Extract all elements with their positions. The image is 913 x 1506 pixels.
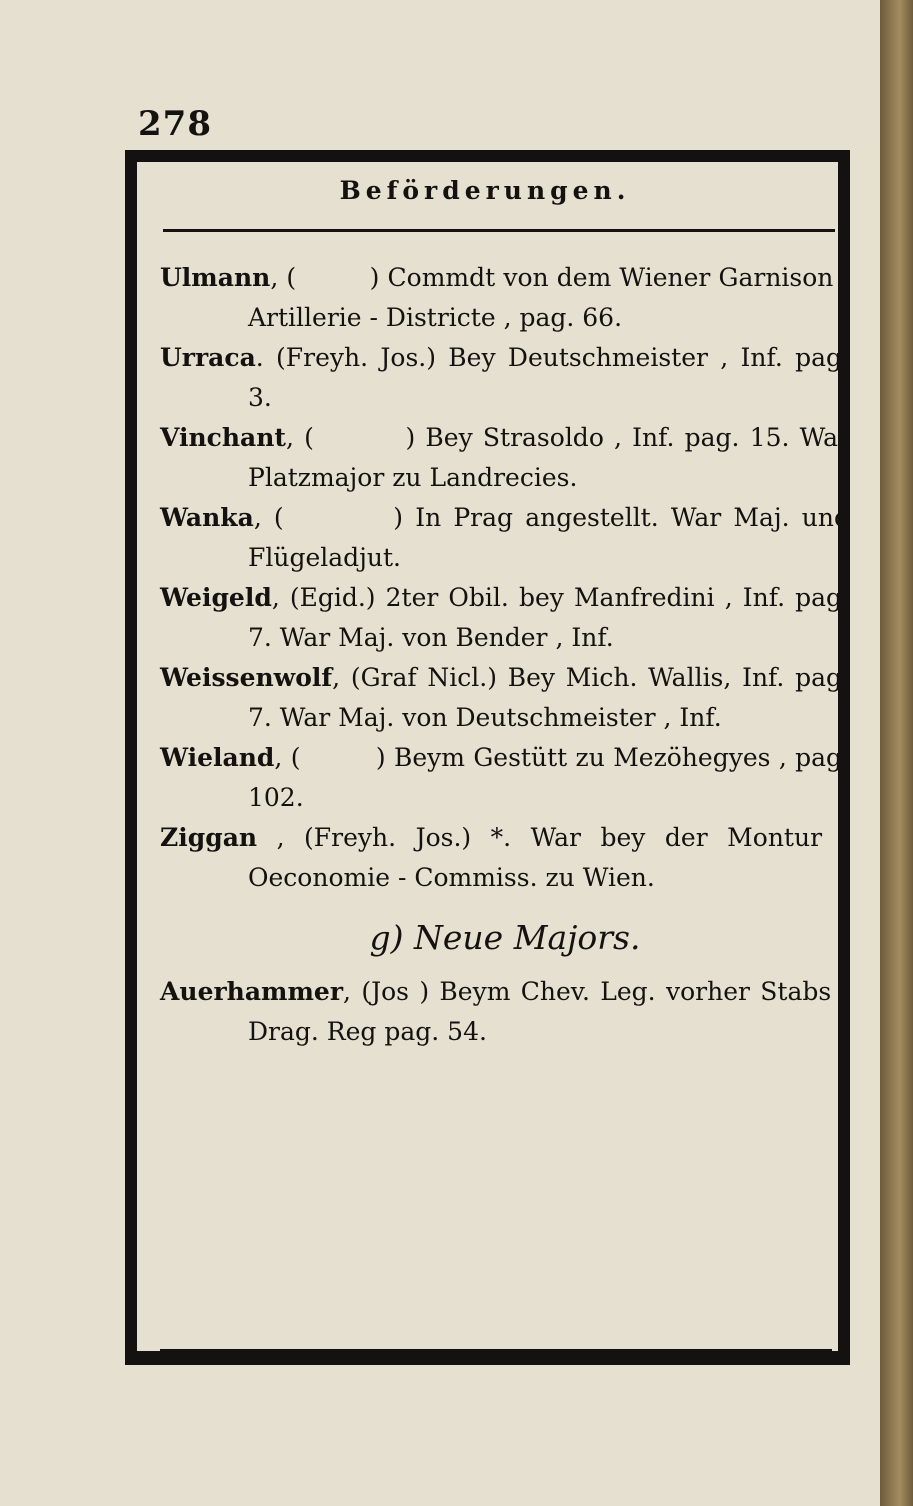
entry-given-name: , ( ) — [253, 503, 404, 532]
entry-given-name: , (Freyh. Jos.) — [257, 823, 472, 852]
entry-text: Bey Deutschmeister , Inf. pag. 3. — [248, 343, 858, 412]
entry-name: Wanka — [160, 503, 254, 532]
entry-given-name: , (Egid.) — [271, 583, 376, 612]
entry-given-name: . (Freyh. Jos.) — [255, 343, 436, 372]
entry-given-name: , ( ) — [274, 743, 386, 772]
section-heading: g) Neue Majors. — [369, 918, 641, 957]
list-item — [160, 578, 858, 658]
list-item — [160, 418, 858, 498]
entry-name: Weigeld — [160, 583, 272, 612]
entry-text: Commdt von dem Wiener Garnison - Artillerie - Districte , pag. 66. — [248, 263, 858, 332]
entry-given-name: , ( ) — [285, 423, 416, 452]
entry-name: Weissenwolf — [160, 663, 333, 692]
list-item — [160, 818, 858, 898]
entry-given-name: , (Graf Nicl.) — [332, 663, 497, 692]
entry-name: Ziggan — [160, 823, 258, 852]
entry-text: Bey Strasoldo , Inf. pag. 15. War Platzmajor zu Landrecies. — [248, 423, 858, 492]
entries-list — [160, 258, 858, 1052]
entry-name: Urraca — [160, 343, 256, 372]
list-item — [160, 972, 858, 1052]
entry-name: Vinchant — [160, 423, 286, 452]
entry-name: Auerhammer — [160, 977, 344, 1006]
book-spine-edge — [880, 0, 913, 1506]
entry-text: *. War bey der Montur - Oeconomie - Commiss. zu Wien. — [248, 823, 858, 892]
entry-given-name: , (Jos ) — [343, 977, 430, 1006]
running-head: Beförderungen. — [339, 176, 631, 205]
entry-text: Beym Gestütt zu Mezöhegyes , pag. 102. — [248, 743, 858, 812]
entry-name: Ulmann — [160, 263, 271, 292]
page-number: 278 — [138, 104, 212, 144]
entry-text: Bey Mich. Wallis, Inf. pag. 7. War Maj. von Deutschmeister , Inf. — [248, 663, 858, 732]
footer-rule — [160, 1349, 832, 1351]
list-item — [160, 498, 858, 578]
list-item — [160, 338, 858, 418]
entry-text: In Prag angestellt. War Maj. und Flügeladjut. — [248, 503, 858, 572]
list-item — [160, 738, 858, 818]
list-item — [160, 658, 858, 738]
entry-text: 2ter Obil. bey Manfredini , Inf. pag. 7. War Maj. von Bender , Inf. — [248, 583, 858, 652]
list-item — [160, 258, 858, 338]
entry-name: Wieland — [160, 743, 275, 772]
entry-text: Beym Chev. Leg. vorher Stabs - Drag. Reg pag. 54. — [248, 977, 858, 1046]
header-rule — [163, 229, 835, 232]
entry-given-name: , ( ) — [270, 263, 380, 292]
